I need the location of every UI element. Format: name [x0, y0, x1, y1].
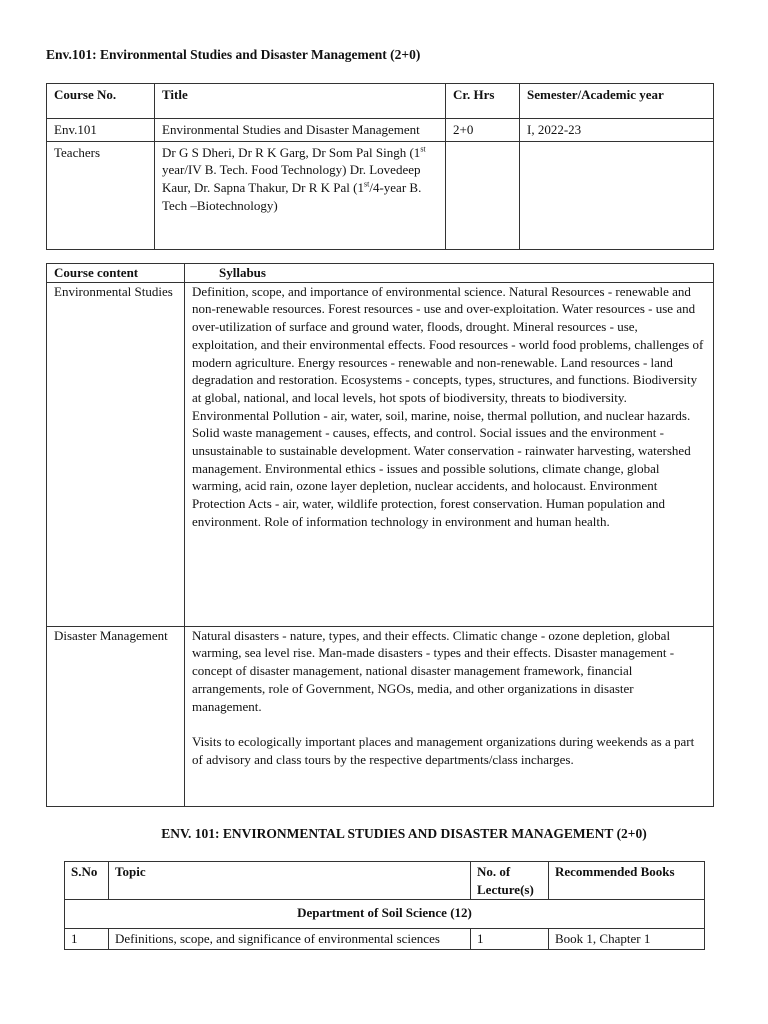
header-course-no: Course No. — [47, 84, 155, 119]
header-sno: S.No — [65, 862, 109, 900]
cell-semester: I, 2022-23 — [520, 119, 714, 142]
teachers-text-2: year/IV B. Tech. Food Technology) Dr. Lovedeep Kaur, Dr. Sapna Thakur, Dr R K Pal (1 — [162, 162, 421, 196]
header-semester: Semester/Academic year — [520, 84, 714, 119]
cell-dm-syllabus — [185, 626, 714, 806]
dept-row: Department of Soil Science (12) — [65, 900, 705, 929]
cell-dm-label: Disaster Management — [47, 626, 185, 806]
document-title: Env.101: Environmental Studies and Disaster Management (2+0) — [46, 47, 421, 62]
header-lectures: No. of Lecture(s) — [471, 862, 549, 900]
cell-title: Environmental Studies and Disaster Management — [155, 119, 446, 142]
cell-teachers — [155, 141, 446, 249]
dm-paragraph-2: Visits to ecologically important places and management organizations during weekends as a part of advisory and class tours by the respective departments/class incharges. — [192, 734, 695, 767]
table-row — [65, 900, 705, 929]
cell-lectures: 1 — [471, 929, 549, 950]
cell-env-syllabus: Definition, scope, and importance of environmental science. Natural Resources - renewable and non-renewable resources. Forest resources - use and over-exploitation. Water resources - use and over-utilization of surface and ground water, floods, drought. Mineral resources - use, exploitation, and their environmental effects. Food resources - world food problems, challenges of modern agriculture. Energy resources - renewable and non-renewable. Land resources - land degradation and restoration. Ecosystems - concepts, types, structures, and functions. Biodiversity at global, national, and local levels, hot spots of biodiversity, threats to biodiversity. Environmental Pollution - air, water, soil, marine, noise, thermal pollution, and nuclear hazards. Solid waste management - causes, effects, and control. Social issues and the environment - unsustainable to sustainable development. Water conservation - rainwater harvesting, watershed management. Environmental ethics - issues and possible solutions, climate change, global warming, acid rain, ozone layer depletion, nuclear accidents, and holocaust. Environment Protection Acts - air, water, wildlife protection, forest conservation. Human population and environment. Role of information technology in environment and human health. — [185, 282, 714, 626]
section-title: ENV. 101: ENVIRONMENTAL STUDIES AND DISASTER MANAGEMENT (2+0) — [161, 826, 647, 841]
cell-teachers-label: Teachers — [47, 141, 155, 249]
table-row — [47, 119, 714, 142]
course-info-table — [46, 83, 714, 250]
table-header-row — [47, 84, 714, 119]
teachers-text-3: /4-year B. Tech –Biotechnology) — [162, 180, 422, 213]
table-row — [47, 282, 714, 626]
teachers-text-1: Dr G S Dheri, Dr R K Garg, Dr Som Pal Singh (1 — [162, 144, 421, 160]
table-row — [47, 626, 714, 806]
cell-empty — [520, 141, 714, 249]
cell-empty — [446, 141, 520, 249]
table-header-row — [65, 862, 705, 900]
cell-books: Book 1, Chapter 1 — [549, 929, 705, 950]
dm-paragraph-1: Natural disasters - nature, types, and their effects. Climatic change - ozone depletion, global warming, sea level rise. Man-made disasters - types and their effects. Disaster management - concept of disaster management, national disaster management framework, financial arrangements, role of Government, NGOs, media, and other organizations in disaster management. — [192, 627, 675, 714]
header-title: Title — [155, 84, 446, 119]
header-books: Recommended Books — [549, 862, 705, 900]
lecture-table — [64, 861, 705, 950]
cell-topic: Definitions, scope, and significance of environmental sciences — [109, 929, 471, 950]
cell-cr-hrs: 2+0 — [446, 119, 520, 142]
cell-sno: 1 — [65, 929, 109, 950]
cell-env-label: Environmental Studies — [47, 282, 185, 626]
syllabus-table — [46, 263, 714, 807]
table-row — [47, 141, 714, 249]
header-cr-hrs: Cr. Hrs — [446, 84, 520, 119]
teachers-sup-2: st — [364, 179, 370, 189]
header-topic: Topic — [109, 862, 471, 900]
header-course-content: Course content — [47, 264, 185, 283]
teachers-sup-1: st — [420, 144, 426, 154]
table-header-row — [47, 264, 714, 283]
cell-course-no: Env.101 — [47, 119, 155, 142]
table-row — [65, 929, 705, 950]
header-syllabus: Syllabus — [185, 264, 714, 283]
